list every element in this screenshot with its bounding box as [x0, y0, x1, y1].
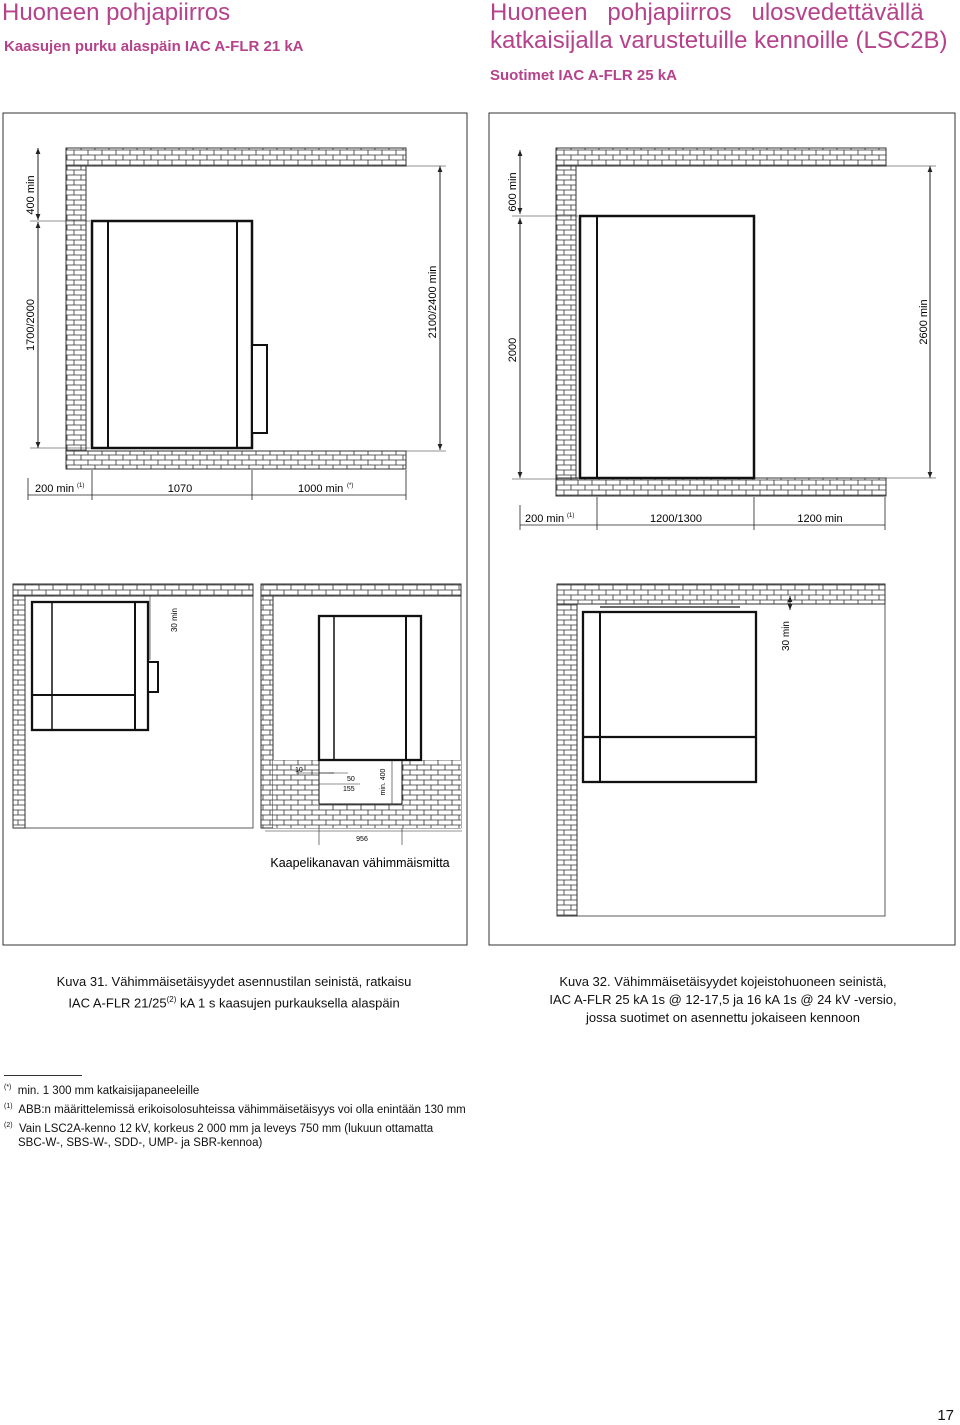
fig32-plan — [557, 584, 885, 916]
fig32-front-gap: 1200 min — [797, 513, 843, 525]
fig31-front-gap-note: (*) — [347, 483, 354, 489]
channel-d155: 155 — [343, 786, 355, 793]
page-number: 17 — [937, 1407, 954, 1424]
footnote-3: SBC-W-, SBS-W-, SDD-, UMP- ja SBR-kennoa) — [18, 1137, 263, 1150]
channel-min400: min. 400 — [380, 768, 387, 796]
channel-label: Kaapelikanavan vähimmäismitta — [270, 856, 450, 870]
right-title-line2: katkaisijalla varustetuille kennoille (LSC2B) — [490, 27, 948, 54]
footnote-2: $^{(2)}$ Vain LSC2A-kenno 12 kV, korkeus 2 000 mm ja leveys 750 mm (lukuun ottamatta — [4, 1121, 434, 1135]
fig32-cell-depth: 1200/1300 — [650, 513, 702, 525]
channel-d10: 10 — [295, 767, 303, 774]
footnotes — [4, 1080, 466, 1151]
fig32-room-height: 2600 min — [918, 299, 930, 345]
right-subtitle: Suotimet IAC A-FLR 25 kA — [490, 67, 677, 84]
left-subtitle: Kaasujen purku alaspäin IAC A-FLR 21 kA — [4, 38, 304, 55]
fig31-plan-b — [261, 584, 462, 845]
fig31-cell-height: 1700/2000 — [25, 299, 37, 351]
fig32-cell — [580, 216, 754, 478]
fig31-side-gap: 30 min — [170, 607, 179, 633]
fig31-top-clear: 400 min — [25, 175, 37, 215]
fig32-elevation — [512, 148, 936, 530]
fig32-left-gap: 200 min — [525, 513, 565, 525]
fig31-room-height: 2100/2400 min — [427, 265, 439, 339]
fig31-left-gap: 200 min — [35, 483, 75, 495]
fig32-top-clear: 600 min — [507, 172, 519, 212]
fig32-cell-height: 2000 — [507, 337, 519, 363]
fig31-left-gap-note: (1) — [77, 483, 85, 489]
fig31-plan-a — [13, 584, 253, 828]
fig31-front-gap: 1000 min — [298, 483, 344, 495]
channel-d956: 956 — [356, 836, 368, 843]
fig31-caption: Kuva 31. Vähimmäisetäisyydet asennustilan seinistä, ratkaisu IAC A-FLR 21/25$^{(2)}$ kA 1 s kaasujen purkauksella alaspäin — [56, 974, 412, 1011]
channel-d50: 50 — [347, 776, 355, 783]
fig32-caption: Kuva 32. Vähimmäisetäisyydet kojeistohuoneen seinistä, IAC A-FLR 25 kA 1s @ 12-17,5 ja 16 kA 1s @ 24 kV -versio, jossa suotimet on asennettu jokaiseen kennoon — [549, 974, 897, 1025]
footnote-rule — [4, 1075, 82, 1076]
fig31-elevation — [28, 148, 446, 500]
left-title: Huoneen pohjapiirros — [2, 0, 231, 26]
fig32-side-gap: 30 min — [781, 620, 792, 652]
fig31-cell-depth: 1070 — [167, 483, 193, 495]
right-title-line1: Huoneen pohjapiirros ulosvedettävällä — [490, 0, 924, 26]
fig32-left-gap-note: (1) — [567, 513, 575, 519]
fig31-cell — [92, 221, 252, 448]
footnote-0: (*) min. 1 300 mm katkaisijapaneeleille — [4, 1084, 200, 1097]
footnote-1: $^{(1)}$ ABB:n määrittelemissä erikoisolosuhteissa vähimmäisetäisyys voi olla enintään 130 mm — [4, 1102, 466, 1116]
